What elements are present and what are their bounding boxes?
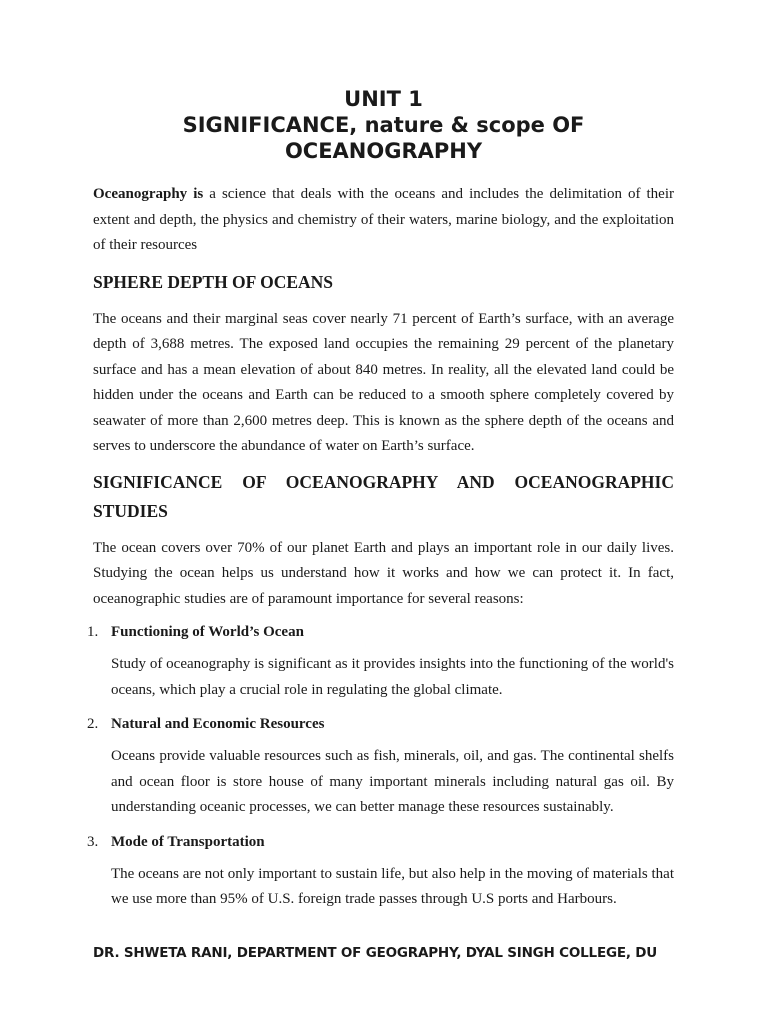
title-subject-cont: OCEANOGRAPHY bbox=[284, 139, 483, 163]
intro-paragraph bbox=[93, 182, 674, 259]
list-item-body: Study of oceanography is significant as it provides insights into the functioning of the world's oceans, which play a crucial role in regulating the global climate. bbox=[111, 656, 674, 698]
section-heading-significance: SIGNIFICANCE OF OCEANOGRAPHY AND OCEANOGRAPHIC STUDIES bbox=[93, 471, 674, 521]
list-item-title: Functioning of World’s Ocean bbox=[111, 624, 304, 640]
title-subject: SIGNIFICANCE, nature & scope OF bbox=[182, 113, 585, 137]
list-item-number: 2. bbox=[87, 716, 99, 732]
sphere-depth-paragraph: The oceans and their marginal seas cover nearly 71 percent of Earth’s surface, with an average depth of 3,688 metres. The exposed land occupies the remaining 29 percent of the planetary surface and has a mean elevation of about 840 metres. In reality, all the elevated land could be hidden under the oceans and Earth can be reduced to a smooth sphere completely covered by seawater of more than 2,600 metres deep. This is known as the sphere depth of the oceans and serves to underscore the abundance of water on Earth’s surface. bbox=[93, 310, 674, 454]
title-unit: UNIT 1 bbox=[344, 87, 423, 111]
list-item-heading bbox=[87, 830, 674, 855]
list-item-heading bbox=[87, 620, 674, 645]
page-footer: DR. SHWETA RANI, DEPARTMENT OF GEOGRAPHY, DYAL SINGH COLLEGE, DU bbox=[93, 945, 658, 961]
list-item-title: Natural and Economic Resources bbox=[111, 716, 325, 732]
list-item-heading bbox=[87, 712, 674, 737]
intro-text: a science that deals with the oceans and includes the delimitation of their extent and depth, the physics and chemistry of their waters, marine biology, and the exploitation of their resources bbox=[93, 186, 674, 253]
list-item-body: Oceans provide valuable resources such as fish, minerals, oil, and gas. The continental shelfs and ocean floor is store house of many important minerals including natural gas oil. By understanding oceanic processes, we can better manage these resources sustainably. bbox=[111, 748, 674, 815]
list-item-number: 1. bbox=[87, 624, 99, 640]
significance-paragraph: The ocean covers over 70% of our planet Earth and plays an important role in our daily lives. Studying the ocean helps us understand how it works and how we can protect it. In fact, oceanographic studies are of paramount importance for several reasons: bbox=[93, 539, 674, 607]
list-item bbox=[87, 712, 674, 821]
intro-term: Oceanography is bbox=[93, 186, 204, 202]
document-page bbox=[87, 86, 674, 922]
section-heading-sphere-depth: SPHERE DEPTH OF OCEANS bbox=[93, 271, 334, 292]
list-item bbox=[87, 620, 674, 703]
document-title bbox=[93, 86, 674, 164]
list-item-body: The oceans are not only important to sustain life, but also help in the moving of materials that we use more than 95% of U.S. foreign trade passes through U.S ports and Harbours. bbox=[111, 865, 674, 907]
list-item-title: Mode of Transportation bbox=[111, 833, 265, 850]
significance-list bbox=[87, 620, 674, 913]
list-item bbox=[87, 830, 674, 913]
list-item-number: 3. bbox=[87, 833, 99, 850]
